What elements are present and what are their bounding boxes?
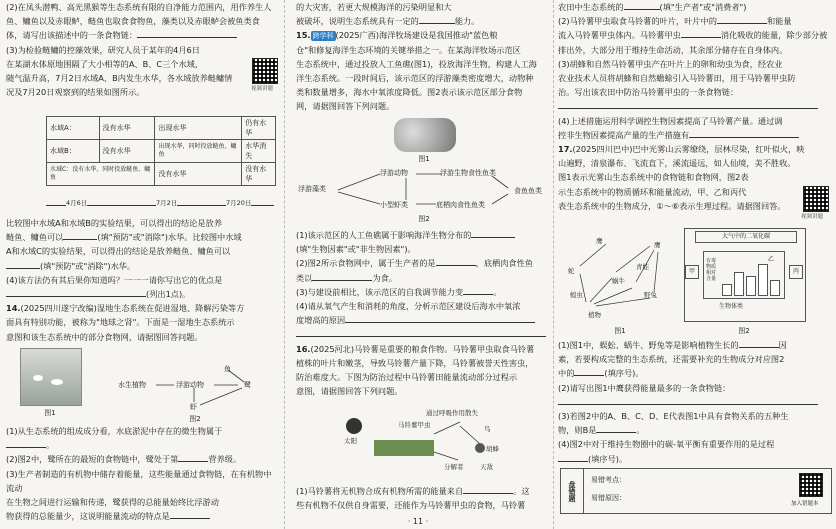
text-line: (2025广西)海洋牧场建设是我国推动"蓝色粮	[335, 30, 498, 41]
consumer-label: 乙	[768, 256, 775, 263]
organism-label: 鹰	[596, 237, 603, 245]
question-source: (2025四川遂宁改编)	[20, 303, 97, 314]
text-line: 随气温升高，7月2日水域A、B内发生水华，各水域放养鲢鳙情	[6, 73, 233, 84]
table-cell: 出现水华，同时投放鲢鱼、鳙鱼	[155, 140, 242, 163]
sun-icon	[346, 418, 362, 434]
bar	[734, 272, 744, 296]
decomposer-box: 丙	[789, 265, 803, 279]
answer-blank[interactable]	[574, 375, 604, 376]
figure-label: 图1	[418, 155, 430, 163]
question-number: 16.	[296, 343, 311, 354]
organism-label: 浮游动物	[176, 381, 204, 389]
answer-blank[interactable]	[6, 447, 46, 448]
text-line: (4)图2中对于维持生物圈中的碳-氧平衡有重要作用的是过程	[558, 439, 775, 450]
diagram-label: 天敌	[480, 463, 493, 471]
question-number: 14.	[6, 303, 21, 314]
qr-label: 视频讲题	[251, 86, 274, 92]
text-line: (1)从生态系统的组成成分看，水底淤泥中存在的微生物属于	[6, 426, 223, 436]
diagram-label: 鸟	[484, 425, 491, 433]
bar-chart-box	[703, 251, 785, 299]
text-line: (填"生物因素"或"非生物因素")。	[296, 244, 416, 255]
arrow	[580, 244, 606, 266]
figure-label: 图2	[189, 415, 201, 423]
text-line: (3)为检验鲢鳙的控藻效果，研究人员于某年的4月6日	[6, 44, 200, 55]
table-cell: 没有水华	[99, 140, 155, 163]
column-middle	[296, 0, 552, 114]
bar	[758, 264, 768, 296]
arrow	[338, 174, 380, 190]
text-line: 马铃薯是重要的粮食作物。马铃薯甲虫取食马铃薯	[354, 343, 535, 354]
text-line: 意图，请据图回答下列问题。	[296, 386, 403, 397]
text-line: 中的	[558, 368, 575, 379]
co2-box: 大气中的二氧化碳	[695, 231, 797, 243]
text-line: 为食。	[372, 272, 397, 283]
text-line: 意图和该生态系统中的部分食物网，请据图回答问题。	[6, 331, 203, 342]
table-cell: 水域A：	[47, 117, 100, 140]
text-line: 防治难度大。下图为防治过程中马铃薯田能量流动部分过程示	[296, 372, 518, 383]
organism-label: 食鱼鱼类	[514, 187, 542, 195]
question-number: 17.	[558, 144, 573, 155]
text-line: 示生态系统中的物质循环和能量流动，甲、乙和丙代	[558, 186, 747, 197]
artificial-reef-photo	[394, 118, 456, 152]
answer-blank[interactable]	[689, 137, 799, 138]
summary-line: 易错原因：	[591, 494, 626, 502]
text-line: (2)在凤头潜鸭、高光黑猴等生态系统有限的自净能力范围内，用作养生人	[6, 2, 272, 12]
organism-label: 蛇	[568, 267, 575, 275]
marine-food-web	[296, 166, 546, 214]
producer-box: 甲	[685, 265, 699, 279]
bar	[722, 284, 732, 296]
text-line: 能力。	[454, 16, 480, 27]
answer-blank[interactable]	[419, 23, 455, 24]
answer-blank[interactable]	[624, 9, 660, 10]
text-line: 在某湖水体原地围隔了大小相等的A、B、C三个水域，	[6, 58, 204, 69]
answer-blank[interactable]	[6, 268, 40, 269]
date-label: 4月6日	[66, 199, 88, 207]
organism-label: 植物	[588, 311, 601, 319]
question-source: (2025河北)	[310, 343, 355, 354]
text-line: 消化吸收的能量，除少部分被	[720, 30, 828, 41]
answer-blank[interactable]	[137, 37, 237, 38]
text-line: (填序号)。	[604, 368, 644, 379]
text-line: 治。写出该农田中防治马铃薯甲虫的一条食物链：	[558, 87, 739, 98]
organism-label: 浮游动物	[380, 169, 408, 177]
text-line: 物，则B是	[558, 425, 597, 436]
organism-label: 青蛙	[636, 263, 649, 271]
table-row	[47, 140, 276, 163]
answer-blank[interactable]	[558, 404, 818, 405]
answer-blank[interactable]	[681, 37, 721, 38]
text-line: (1)该示范区的人工鱼礁属于影响海洋生物分布的	[296, 230, 472, 240]
answer-blank[interactable]	[739, 347, 779, 348]
column-divider	[553, 0, 554, 529]
organism-label: 鹭	[244, 381, 251, 389]
table-row	[47, 163, 276, 186]
organism-label: 鱼	[224, 365, 231, 373]
text-line: (2)图2中，鹭所在的最短的食物链中，鹭处于第	[6, 454, 179, 465]
text-line: (填"生产者"或"消费者")	[659, 2, 747, 12]
text-line: (4)上述措施运用科学调控生物因素提高了马铃薯产量。通过调	[558, 115, 783, 126]
figure-label: 图1	[614, 327, 626, 335]
summary-label: 盘错题	[561, 469, 584, 513]
qr-code-icon[interactable]	[803, 186, 829, 212]
text-line: 的大灾害，若更大规模海洋的污染明显和大	[296, 2, 452, 12]
text-line: (填"预防"或"消除")水华。比较图中水域	[97, 232, 242, 243]
organism-label: 浮游生物食性鱼类	[440, 169, 496, 177]
text-line: 鱼、鳙鱼以及赤眼鲈，鲢鱼也取食食物鱼，藻类以及赤眼鲈会被鱼类食	[6, 16, 260, 27]
answer-blank[interactable]	[471, 237, 515, 238]
answer-blank[interactable]	[463, 493, 513, 494]
text-line: (1)马铃薯将无机物合成有机物所需的能量来自	[296, 486, 464, 496]
figure-label: 图1	[44, 409, 56, 417]
answer-blank[interactable]	[296, 336, 546, 337]
qr-label: 加入错题本	[791, 501, 819, 507]
organism-label: 鹰	[654, 241, 661, 249]
organism-label: 浮游藻类	[298, 185, 326, 193]
timeline	[46, 201, 276, 210]
organism-label: 小型虾类	[380, 201, 408, 209]
text-line: 农田中生态系统的	[558, 2, 624, 12]
organism-label: 蝗虫	[570, 291, 583, 299]
text-line: 鲢鱼、鳙鱼可以	[6, 232, 64, 243]
egret-shape	[33, 375, 43, 381]
text-line: (3)胡蜂和自然马铃薯甲虫产在叶片上的卵和幼虫为食，经农业	[558, 58, 783, 69]
text-line: A和水域C的实验结果，可以得出的结论是放养鲢鱼、鳙鱼可以	[6, 246, 231, 257]
table-cell: 水华消失	[242, 140, 276, 163]
qr-label: 视频讲题	[801, 214, 824, 220]
text-line: 营养级。	[208, 454, 242, 465]
date-label: 7月20日	[226, 199, 252, 207]
figure-label: 图2	[418, 215, 430, 223]
column-left	[6, 0, 276, 99]
text-line: (填序号)。	[588, 453, 628, 464]
text-line: 表生态系统中的生物成分，①～⑥表示生理过程。请据图回答。	[558, 200, 786, 211]
answer-blank[interactable]	[345, 322, 535, 323]
figure-label: 图2	[738, 327, 750, 335]
text-line: 湿地生态系统在促进湿地、降解污染等方	[96, 303, 245, 314]
date-label: 7月2日	[156, 199, 178, 207]
question-number: 15.	[296, 30, 311, 41]
column-left-q14: (1)从生态系统的组成成分看，水底淤泥中存在的微生物属于 。 (2)图2中，鹭所在的最短的食物链中，鹭处于第 营养级。 (3)生产者制造的有机物中储存着能量，这些能量通过食物链，在有机物中流动 在生物之间进行运输和传递，鹭获得的总能量始终比浮游动 物获得的总能量少，这说明能量流动的特点是	[6, 424, 276, 523]
table-cell: 出现水华	[155, 117, 242, 140]
table-cell: 没有水华	[242, 163, 276, 186]
text-line: 类和数量增多，海水中氧浓度降低。图2表示该示范区部分食物	[296, 87, 523, 98]
text-line: 度增高的原因	[296, 315, 346, 326]
text-line: 控非生物因素提高产量的生产措施有	[558, 129, 690, 140]
text-line: 况及7月20日观察到的结果如图所示。	[6, 87, 145, 98]
text-line: (3)若图2中的A、B、C、D、E代表图1中具有食物关系的五种生	[558, 411, 789, 422]
text-line: (3)与建设前相比，该示范区的自我调节能力变	[296, 286, 464, 297]
text-line: ，底栖肉食性鱼	[475, 258, 533, 269]
table-cell: 没有水华	[155, 163, 242, 186]
diagram-label: 太阳	[344, 437, 357, 445]
arrow	[200, 388, 242, 405]
answer-blank[interactable]	[436, 265, 476, 266]
subject-tag: 跨学科	[312, 32, 334, 41]
text-line: 农业技术人员将胡蜂和自然蟾蜍引入马铃薯田，用于马铃薯甲虫防	[558, 73, 796, 84]
organism-label: 蜗牛	[612, 277, 625, 285]
arrow	[338, 192, 380, 204]
text-line: 图1表示光雾山生态系统中的食物链和食物网，图2表	[558, 172, 749, 183]
text-line: 生态系统中，通过投放人工鱼礁(图1)，投放海洋生物，构建人工海	[296, 58, 537, 69]
text-line: 流入马铃薯甲虫体内。马铃薯甲虫	[558, 30, 681, 41]
text-line: 体，请写出该描述中的一条食物链：	[6, 30, 138, 41]
bar	[770, 280, 780, 296]
answer-blank[interactable]	[63, 239, 97, 240]
text-line: 素，若要构成完整的生态系统，还需要补充的生物成分对应图2	[558, 354, 785, 365]
text-line: (填"预防"或"消除")水华。	[40, 260, 136, 271]
answer-blank[interactable]	[178, 461, 208, 462]
text-line: 比较图中水域A和水域B的实验结果，可以得出的结论是放养	[6, 218, 222, 228]
text-line: (2)请写出图1中鹰获得能量最多的一条食物链：	[558, 382, 731, 393]
text-line: 和能量	[766, 16, 792, 27]
text-line: 植株的叶片和嫩茎，导致马铃薯产量下降，马铃薯被誉天性害虫，	[296, 357, 534, 368]
error-summary-box	[560, 468, 832, 514]
text-line: 被破坏，说明生态系统具有一定的	[296, 16, 419, 27]
text-line: (3)生产者制造的有机物中储存着能量，这些能量通过食物链，在有机物中流动	[6, 468, 272, 493]
arrow	[434, 422, 460, 434]
axis-label: 生物体类	[719, 303, 744, 310]
text-line: (4)该方法仍有其后果你知道吗？一一一请你写出它的优点是	[6, 274, 223, 285]
diagram-label: 通过呼吸作用散失	[426, 409, 478, 417]
answer-blank[interactable]	[463, 294, 493, 295]
organism-label: 水生植物	[118, 381, 146, 389]
text-line: (2)图2所示食物网中，属于生产者的是	[296, 258, 436, 269]
answer-blank[interactable]	[558, 461, 588, 462]
potato-plants-icon	[374, 440, 434, 456]
answer-blank[interactable]	[558, 108, 818, 109]
summary-line: 易错考点：	[591, 476, 626, 484]
diagram-label: 胡蜂	[486, 445, 499, 453]
wasp-icon	[475, 443, 485, 453]
text-line: 面具有特别功能，被称为"地球之肾"。下面是一湿地生态系统示	[6, 317, 235, 328]
text-line: (列出1点)。	[146, 289, 191, 300]
column-middle-q16	[296, 484, 552, 512]
arrow	[492, 194, 508, 204]
text-line: 。这	[513, 486, 530, 496]
column-divider	[284, 0, 285, 529]
text-line: 因	[778, 340, 787, 350]
arrow	[590, 278, 612, 302]
answer-blank[interactable]	[6, 296, 146, 297]
text-line: 网，请据图回答下列问题。	[296, 101, 395, 112]
answer-blank[interactable]	[596, 432, 636, 433]
text-line: 仓"和修复海洋生态环境的关键举措之一。在某海洋牧场示范区	[296, 44, 521, 55]
arrow	[460, 426, 480, 444]
column-right-q17	[558, 338, 830, 466]
text-line: 洋生态系统。一段时间后，该示范区的浮游藻类密度增大，动物种	[296, 73, 534, 84]
answer-blank[interactable]	[717, 23, 767, 24]
column-left-lower	[6, 216, 276, 344]
text-line: (1)图1中，蜈蚣、蜗牛、野兔等是影响植物生长的	[558, 340, 739, 350]
text-line: 巴中光雾山云雾缭绕，层林尽染，红叶似火，映	[632, 144, 805, 155]
arrow	[654, 252, 658, 292]
text-line: 排出外，大部分用于维持生命活动，其余部分储存在自身体内。	[558, 44, 788, 55]
question-source: (2025四川巴中)	[572, 144, 633, 155]
table-row	[47, 117, 276, 140]
organism-label: 底栖肉食性鱼类	[436, 201, 485, 209]
wetland-photo	[20, 348, 82, 406]
text-line: (4)请从氧气产生和消耗的角度，分析示范区建设后海水中氧浓	[296, 301, 521, 312]
table-cell: 仍有水华	[242, 117, 276, 140]
column-right	[558, 0, 830, 213]
organism-label: 虾	[190, 403, 197, 411]
experiment-table	[46, 116, 276, 186]
qr-code-icon[interactable]	[252, 58, 278, 84]
arrow	[434, 452, 458, 460]
table-cell: 水域C：没有水华，同时投放鲢鱼、鳙鱼	[47, 163, 155, 186]
column-middle-q15	[296, 228, 552, 398]
table-cell: 水域B：	[47, 140, 100, 163]
answer-blank[interactable]	[312, 280, 372, 281]
carbon-cycle-diagram	[684, 228, 806, 322]
arrow	[596, 298, 650, 306]
egret-shape	[51, 379, 63, 385]
qr-code-icon[interactable]	[799, 473, 823, 497]
organism-label: 野兔	[644, 291, 657, 299]
bar	[746, 276, 756, 296]
table-cell: 没有水华	[99, 117, 155, 140]
diagram-label: 分解者	[444, 463, 464, 471]
text-line: 些有机物不仅供自身需要，还能作为马铃薯甲虫的食物，马铃薯	[296, 500, 526, 511]
text-line: 在生物之间进行运输和传递，鹭获得的总能量始终比浮游动	[6, 497, 219, 508]
diagram-label: 马铃薯甲虫	[398, 421, 431, 429]
text-line: 。	[493, 286, 502, 297]
text-line: 物获得的总能量少，这说明能量流动的特点是	[6, 511, 170, 522]
text-line: (2)马铃薯甲虫取食马铃薯的叶片，叶片中的	[558, 16, 717, 27]
page-number: · 11 ·	[407, 517, 429, 526]
text-line: 。	[636, 425, 645, 436]
axis-label: 有毒物质相对含量	[706, 258, 717, 282]
text-line: 山遍野，清泉瀑布、飞流直下，溪流遥远，如人仙境，美不胜收。	[558, 158, 796, 169]
text-line: 类以	[296, 272, 313, 283]
